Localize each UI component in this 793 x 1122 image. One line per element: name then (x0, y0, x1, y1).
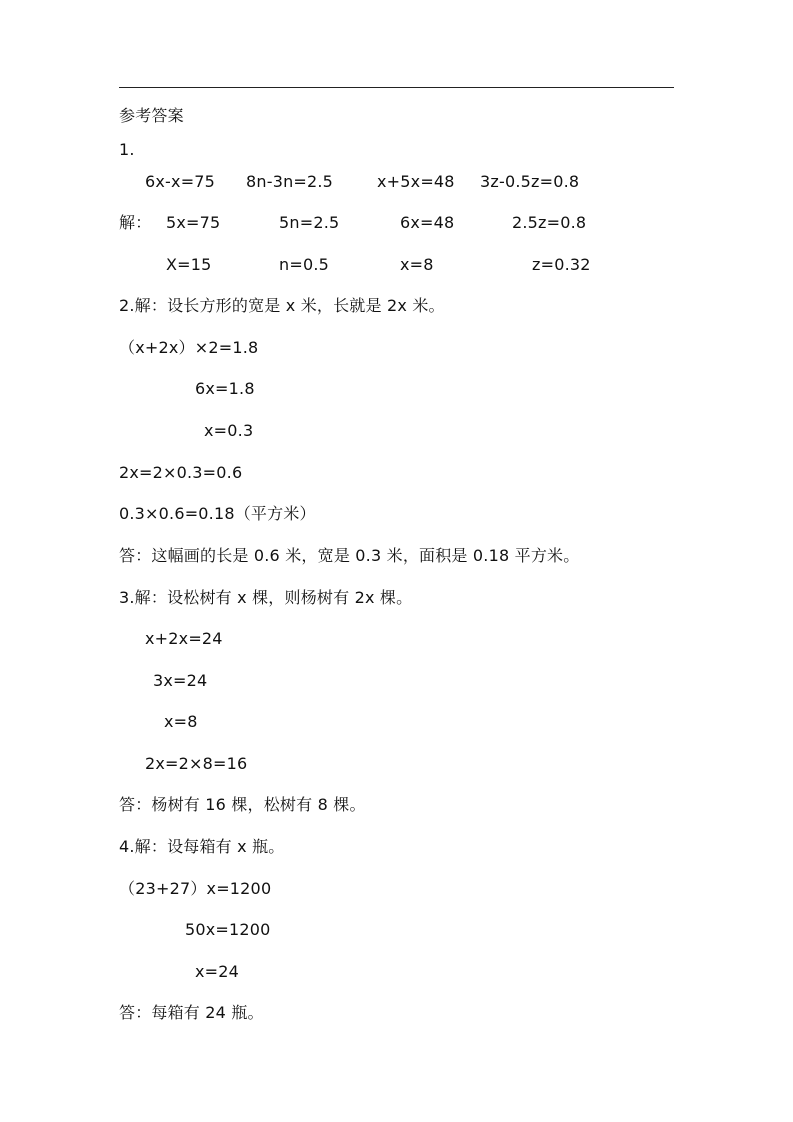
page-title: 参考答案 (119, 106, 184, 125)
q4-line-2: 50x=1200 (185, 920, 271, 939)
q3-answer: 答：杨树有 16 棵，松树有 8 棵。 (119, 795, 366, 814)
q3-line-4: 2x=2×8=16 (145, 754, 248, 773)
q1-number: 1. (119, 140, 135, 159)
q1-step2-4: z=0.32 (532, 255, 591, 274)
q1-step2-3: x=8 (400, 255, 434, 274)
q1-step1-2: 5n=2.5 (279, 213, 340, 232)
q1-step1-3: 6x=48 (400, 213, 455, 232)
q1-step1-4: 2.5z=0.8 (512, 213, 587, 232)
q3-line-1: x+2x=24 (145, 629, 223, 648)
q2-line-1: （x+2x）×2=1.8 (119, 338, 259, 357)
q1-equation-1: 6x-x=75 (145, 172, 216, 191)
q1-step2-1: X=15 (166, 255, 212, 274)
q2-line-5: 0.3×0.6=0.18（平方米） (119, 504, 316, 523)
q3-intro: 3.解：设松树有 x 棵，则杨树有 2x 棵。 (119, 588, 413, 607)
q1-equation-4: 3z-0.5z=0.8 (480, 172, 580, 191)
q1-equation-3: x+5x=48 (377, 172, 455, 191)
q4-intro: 4.解：设每箱有 x 瓶。 (119, 837, 285, 856)
q3-line-2: 3x=24 (153, 671, 208, 690)
header-rule (119, 87, 674, 88)
q4-line-3: x=24 (195, 962, 240, 981)
q4-answer: 答：每箱有 24 瓶。 (119, 1003, 264, 1022)
q2-line-4: 2x=2×0.3=0.6 (119, 463, 243, 482)
q2-intro: 2.解：设长方形的宽是 x 米，长就是 2x 米。 (119, 296, 445, 315)
q1-equation-2: 8n-3n=2.5 (246, 172, 334, 191)
q1-step1-1: 5x=75 (166, 213, 221, 232)
q2-line-2: 6x=1.8 (195, 379, 255, 398)
q3-line-3: x=8 (164, 712, 198, 731)
q4-line-1: （23+27）x=1200 (119, 879, 272, 898)
q1-solve-label: 解： (119, 213, 152, 232)
q2-line-3: x=0.3 (204, 421, 254, 440)
q2-answer: 答：这幅画的长是 0.6 米，宽是 0.3 米，面积是 0.18 平方米。 (119, 546, 580, 565)
q1-step2-2: n=0.5 (279, 255, 329, 274)
